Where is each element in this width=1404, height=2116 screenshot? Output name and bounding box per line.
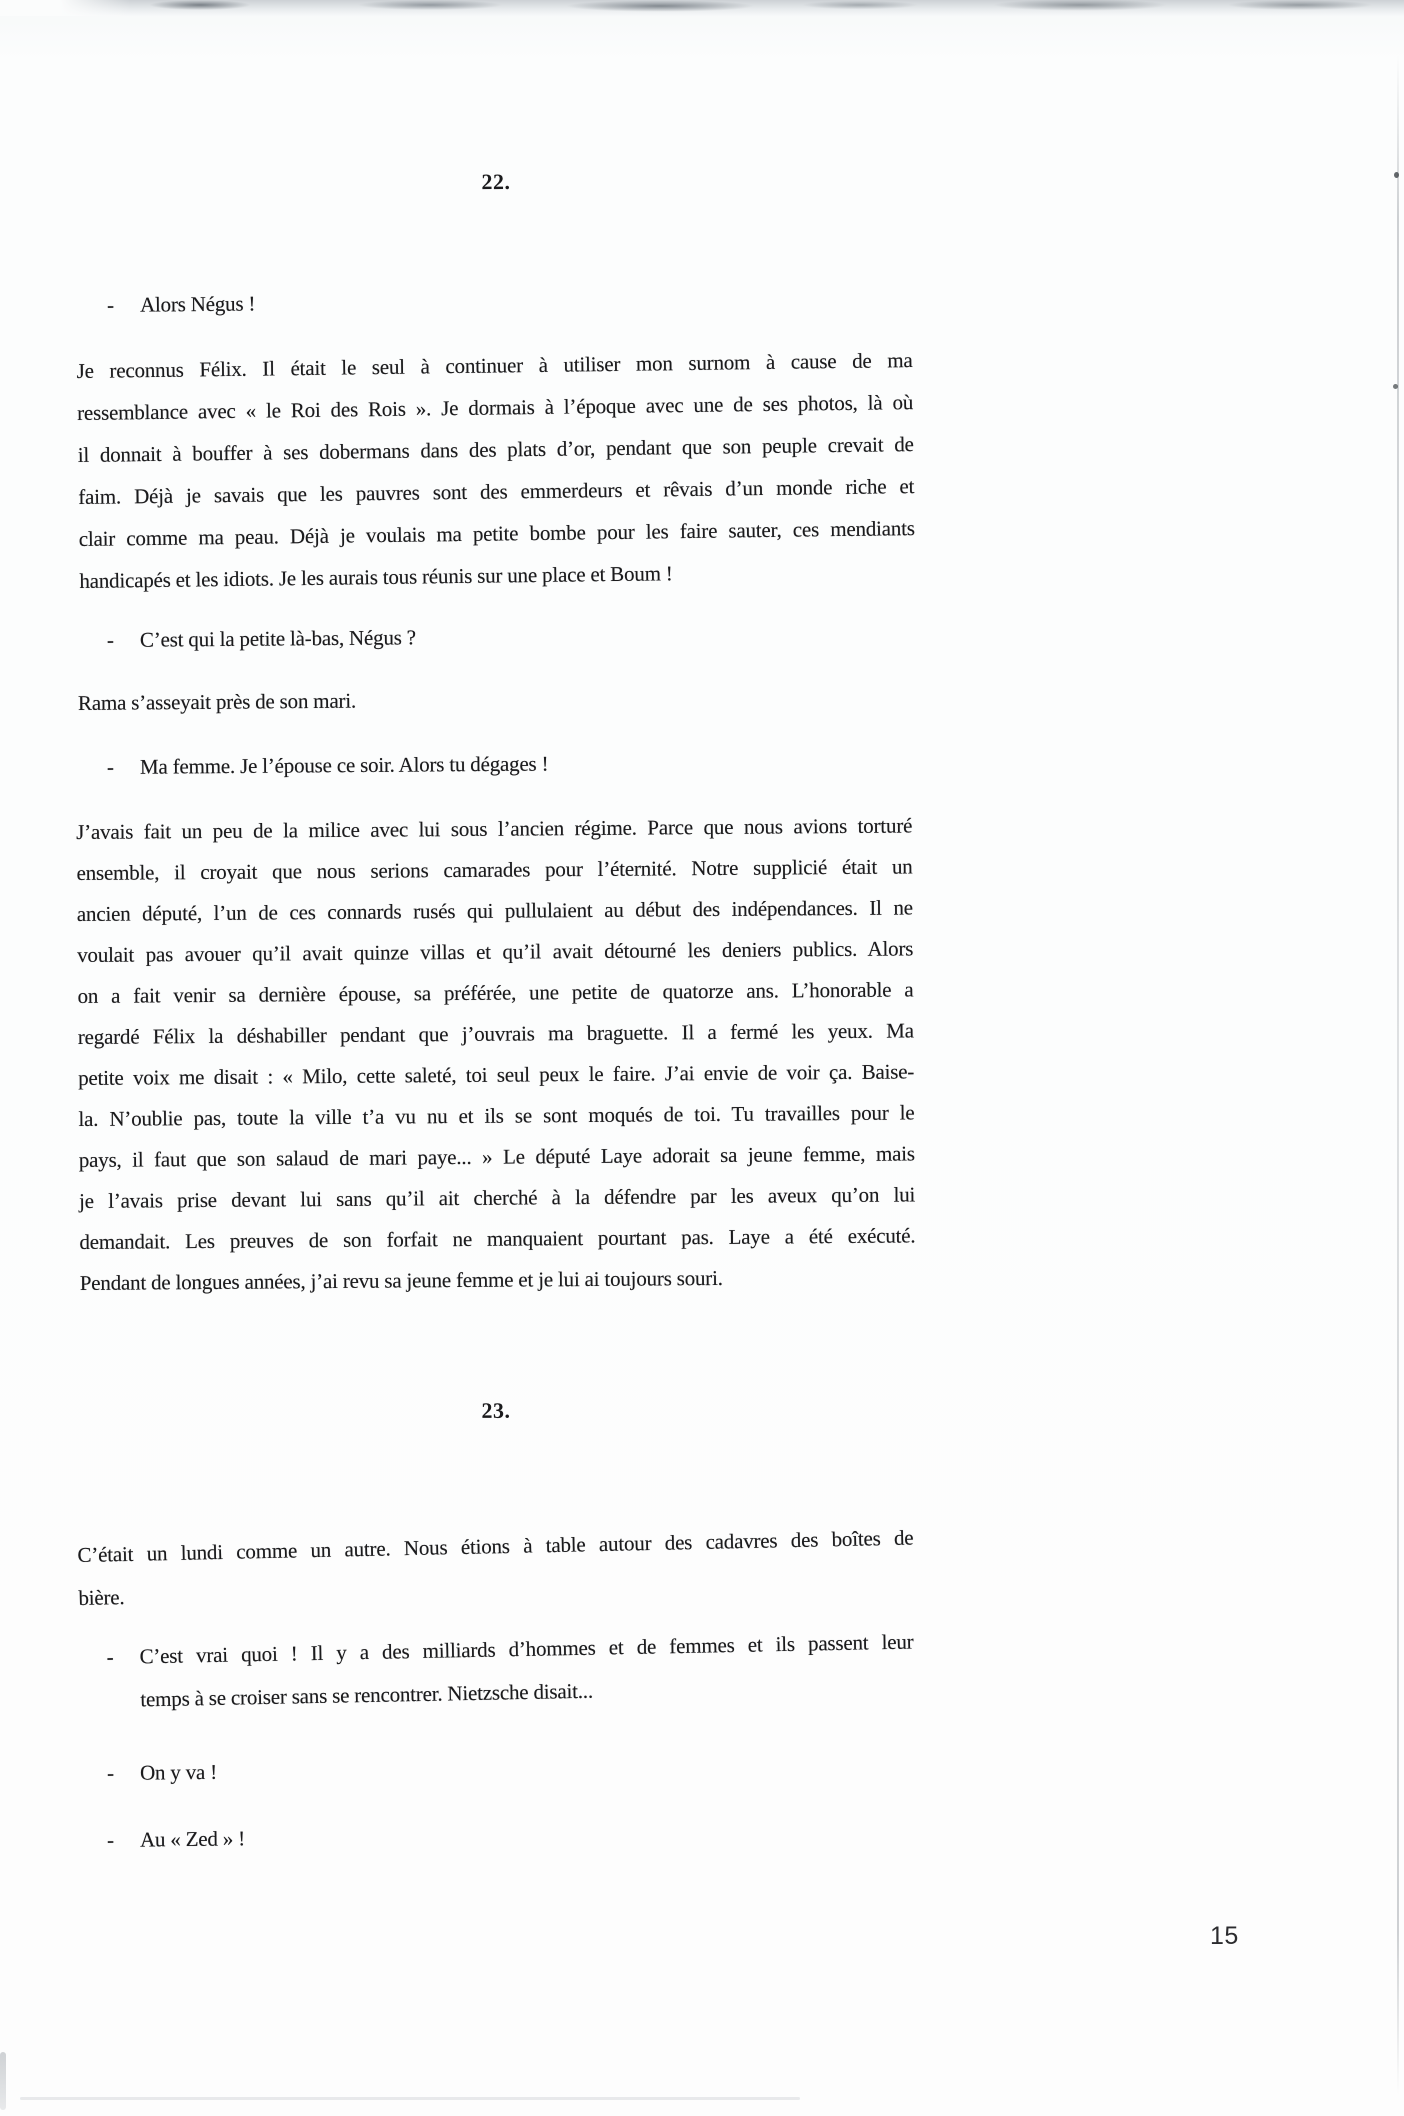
dialogue-dash: -: [106, 754, 114, 779]
paragraph-line: on a fait venir sa dernière épouse, sa préférée, une petite de quatorze ans. L’honorable a: [77, 977, 914, 1009]
paragraph-2: [76, 805, 916, 1304]
paragraph-line: regardé Félix la déshabiller pendant que j’ouvrais ma braguette. Il a fermé les yeux. Ma: [77, 1018, 914, 1050]
paragraph-line: J’avais fait un peu de la milice avec lui sous l’ancien régime. Parce que nous avions torturé: [76, 813, 913, 845]
section-23: [0, 1350, 1404, 2116]
dialogue-text: On y va !: [139, 1759, 218, 1785]
narration-lundi: [77, 1517, 915, 1620]
paragraph-line: Pendant de longues années, j’ai revu sa jeune femme et je lui ai toujours souri.: [79, 1265, 723, 1295]
section-23-heading: 23.: [481, 1397, 511, 1423]
paragraph-line: demandait. Les preuves de son forfait ne manquaient pourtant pas. Laye a été exécuté.: [79, 1223, 916, 1254]
dialogue-au-zed: [107, 1813, 607, 1861]
dialogue-dash: -: [106, 1644, 114, 1670]
paragraph-1: [76, 339, 915, 602]
dialogue-alors-negus: [107, 277, 807, 326]
paragraph-line: je l’avais prise devant lui sans qu’il ait cherché à la défendre par les aveux qu’on lui: [79, 1182, 916, 1213]
paragraph-line: voulait pas avouer qu’il avait quinze villas et qu’il avait détourné les deniers publics. Alors: [77, 936, 914, 968]
page-number: 15: [1210, 1922, 1239, 1950]
paragraph-line: ensemble, il croyait que nous serions camarades pour l’éternité. Notre supplicié était un: [76, 854, 913, 886]
dialogue-text: Au « Zed » !: [139, 1826, 246, 1852]
paragraph-line: Je reconnus Félix. Il était le seul à continuer à utiliser mon surnom à cause de ma: [76, 348, 913, 384]
dialogue-text: Alors Négus !: [139, 291, 256, 317]
paragraph-line: petite voix me disait : « Milo, cette saleté, toi seul peux le faire. J’ai envie de voir ça. Baise-: [78, 1059, 915, 1090]
narration-line: Rama s’asseyait près de son mari.: [77, 688, 357, 715]
paragraph-line: clair comme ma peau. Déjà je voulais ma petite bombe pour les faire sauter, ces mendiants: [78, 516, 915, 551]
paragraph-line: faim. Déjà je savais que les pauvres sont des emmerdeurs et rêvais d’un monde riche et: [78, 474, 915, 509]
dialogue-dash: -: [106, 627, 114, 652]
dialogue-text: Ma femme. Je l’épouse ce soir. Alors tu dégages !: [139, 751, 549, 779]
dialogue-on-y-va: [107, 1747, 607, 1794]
narration-rama: [78, 675, 838, 724]
paragraph-line: la. N’oublie pas, toute la ville t’a vu nu et ils se sont moqués de toi. Tu travailles pour le: [78, 1100, 915, 1131]
paragraph-line: il donnait à bouffer à ses dobermans dans des plats d’or, pendant que son peuple crevait de: [77, 432, 914, 468]
dialogue-ma-femme: [107, 740, 867, 788]
paragraph-line: ressemblance avec « le Roi des Rois ». Je dormais à l’époque avec une de ses photos, là où: [77, 390, 914, 426]
dialogue-dash: -: [106, 1827, 114, 1852]
paragraph-line: pays, il faut que son salaud de mari paye... » Le député Laye adorait sa jeune femme, mais: [78, 1141, 915, 1172]
dialogue-text: C’est qui la petite là-bas, Négus ?: [139, 625, 416, 652]
dialogue-text-continuation: temps à se croiser sans se rencontrer. Nietzsche disait...: [140, 1678, 594, 1712]
dialogue-dash: -: [106, 1760, 114, 1785]
dialogue-dash: -: [106, 292, 114, 317]
narration-line: C’était un lundi comme un autre. Nous étions à table autour des cadavres des boîtes de: [77, 1525, 914, 1568]
section-22-heading: 22.: [481, 168, 511, 195]
narration-line: bière.: [78, 1585, 125, 1610]
dialogue-cest-vrai-quoi: [106, 1621, 915, 1722]
paragraph-line: ancien député, l’un de ces connards rusés qui pullulaient au début des indépendances. Il ne: [76, 895, 913, 927]
dialogue-text: C’est vrai quoi ! Il y a des milliards d’hommes et de femmes et ils passent leur: [139, 1629, 914, 1669]
paragraph-line: handicapés et les idiots. Je les aurais tous réunis sur une place et Boum !: [79, 561, 673, 593]
dialogue-cest-qui-la-petite: [107, 613, 807, 661]
